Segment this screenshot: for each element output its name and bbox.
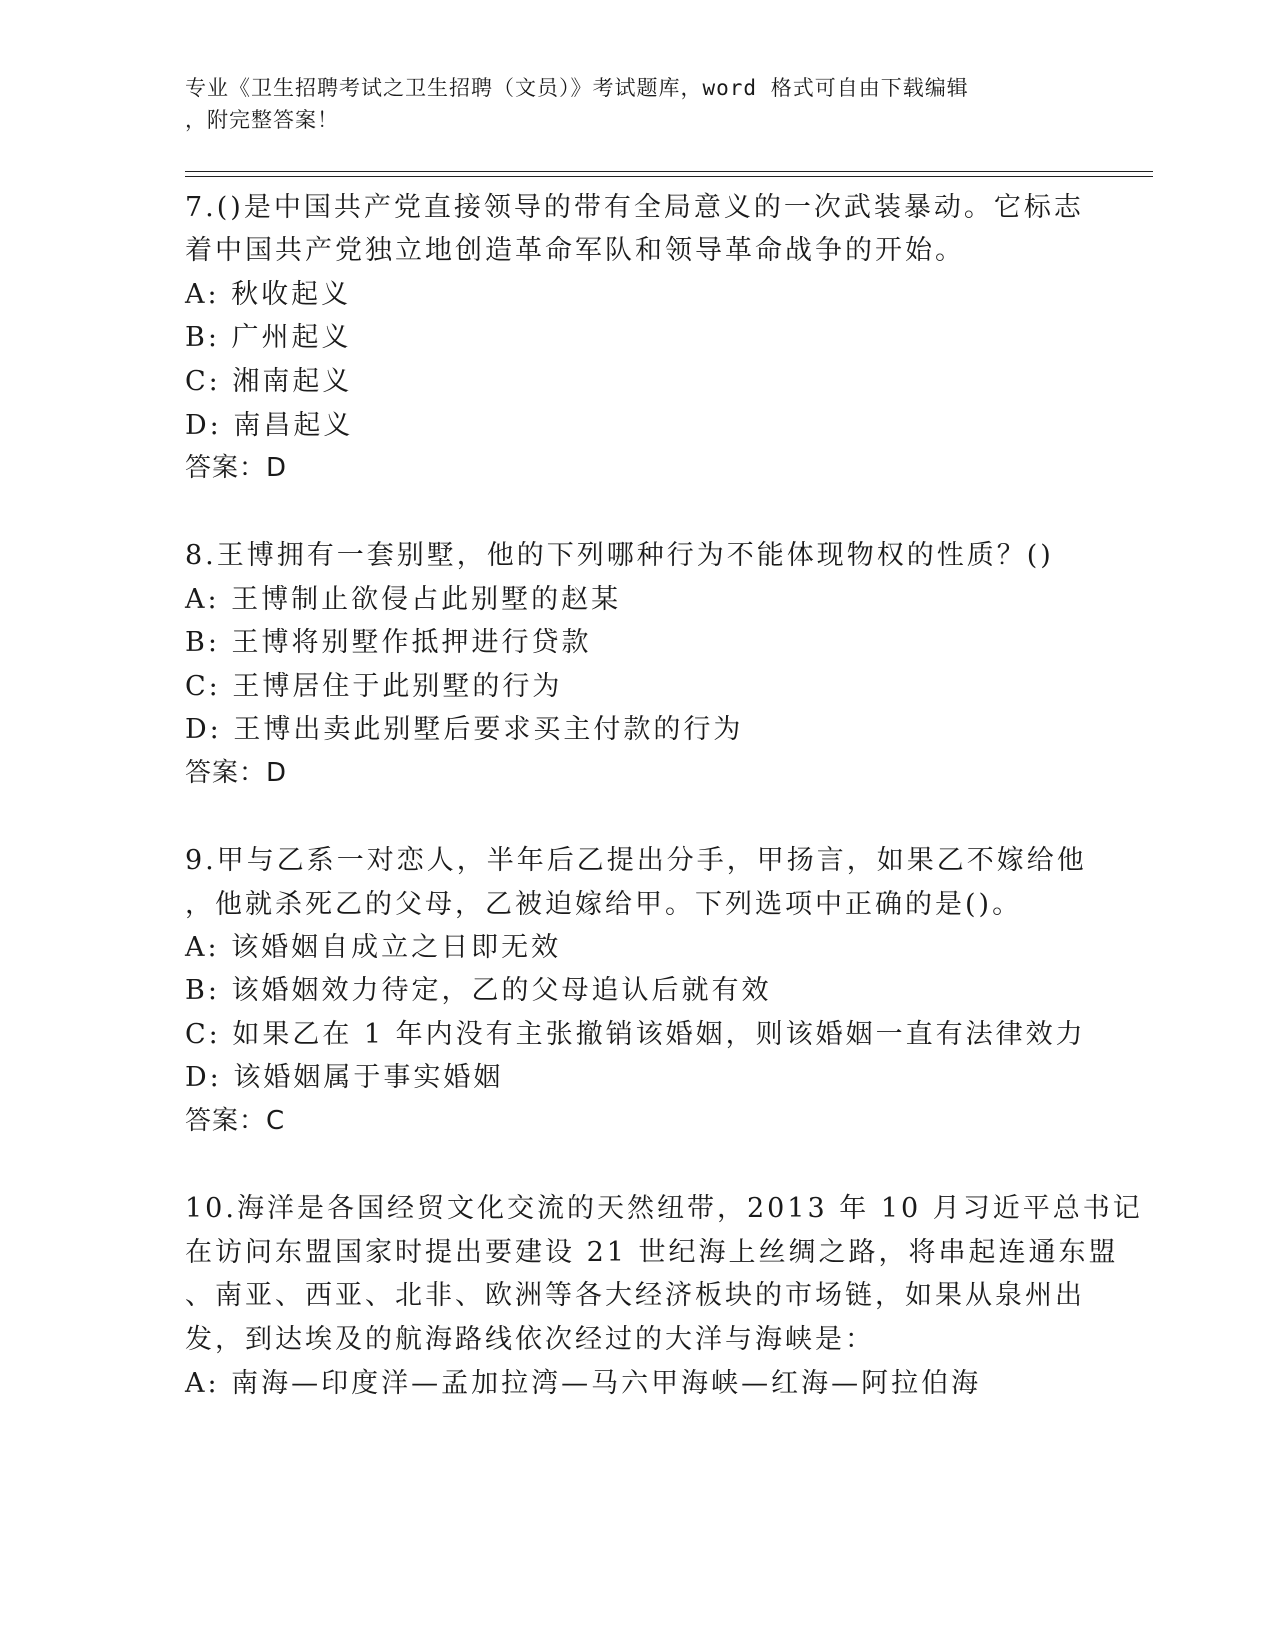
question-8-option-d: D: 王博出卖此别墅后要求买主付款的行为 (185, 714, 744, 745)
header-rule-top (185, 171, 1153, 172)
question-7-stem-line-2: 着中国共产党独立地创造革命军队和领导革命战争的开始。 (185, 235, 965, 266)
question-10-stem-line-1: 10.海洋是各国经贸文化交流的天然纽带，2013 年 10 月习近平总书记 (185, 1193, 1143, 1224)
header-rule-bottom (185, 176, 1153, 177)
question-7-option-b: B: 广州起义 (185, 322, 352, 353)
question-9-option-b: B: 该婚姻效力待定，乙的父母追认后就有效 (185, 975, 772, 1006)
doc-header-line-2: ，附完整答案！ (185, 108, 339, 132)
question-10-stem-line-2: 在访问东盟国家时提出要建设 21 世纪海上丝绸之路，将串起连通东盟 (185, 1237, 1119, 1268)
question-7-answer: 答案：D (185, 453, 288, 483)
question-10-option-a: A: 南海—印度洋—孟加拉湾—马六甲海峡—红海—阿拉伯海 (185, 1368, 982, 1399)
question-9-option-d: D: 该婚姻属于事实婚姻 (185, 1062, 504, 1093)
question-10-stem-line-3: 、南亚、西亚、北非、欧洲等各大经济板块的市场链，如果从泉州出 (185, 1280, 1085, 1311)
question-9-option-a: A: 该婚姻自成立之日即无效 (185, 932, 562, 963)
question-10-stem-line-4: 发，到达埃及的航海路线依次经过的大洋与海峡是： (185, 1324, 875, 1355)
question-8-answer: 答案：D (185, 758, 288, 788)
question-9-stem-line-1: 9.甲与乙系一对恋人，半年后乙提出分手，甲扬言，如果乙不嫁给他 (185, 845, 1087, 876)
question-9-answer: 答案：C (185, 1106, 286, 1136)
question-9-stem-line-2: ，他就杀死乙的父母，乙被迫嫁给甲。下列选项中正确的是()。 (185, 889, 1023, 920)
question-9-option-c: C: 如果乙在 1 年内没有主张撤销该婚姻，则该婚姻一直有法律效力 (185, 1019, 1086, 1050)
question-7-option-c: C: 湘南起义 (185, 366, 353, 397)
doc-header-line-1: 专业《卫生招聘考试之卫生招聘（文员）》考试题库，word 格式可自由下载编辑 (185, 76, 969, 100)
question-7-option-d: D: 南昌起义 (185, 410, 354, 441)
question-8-option-a: A: 王博制止欲侵占此别墅的赵某 (185, 584, 622, 615)
question-8-option-c: C: 王博居住于此别墅的行为 (185, 671, 563, 702)
question-8-stem-line-1: 8.王博拥有一套别墅，他的下列哪种行为不能体现物权的性质？() (185, 540, 1054, 571)
question-7-stem-line-1: 7.()是中国共产党直接领导的带有全局意义的一次武装暴动。它标志 (185, 192, 1084, 223)
question-8-option-b: B: 王博将别墅作抵押进行贷款 (185, 627, 592, 658)
question-7-option-a: A: 秋收起义 (185, 279, 352, 310)
